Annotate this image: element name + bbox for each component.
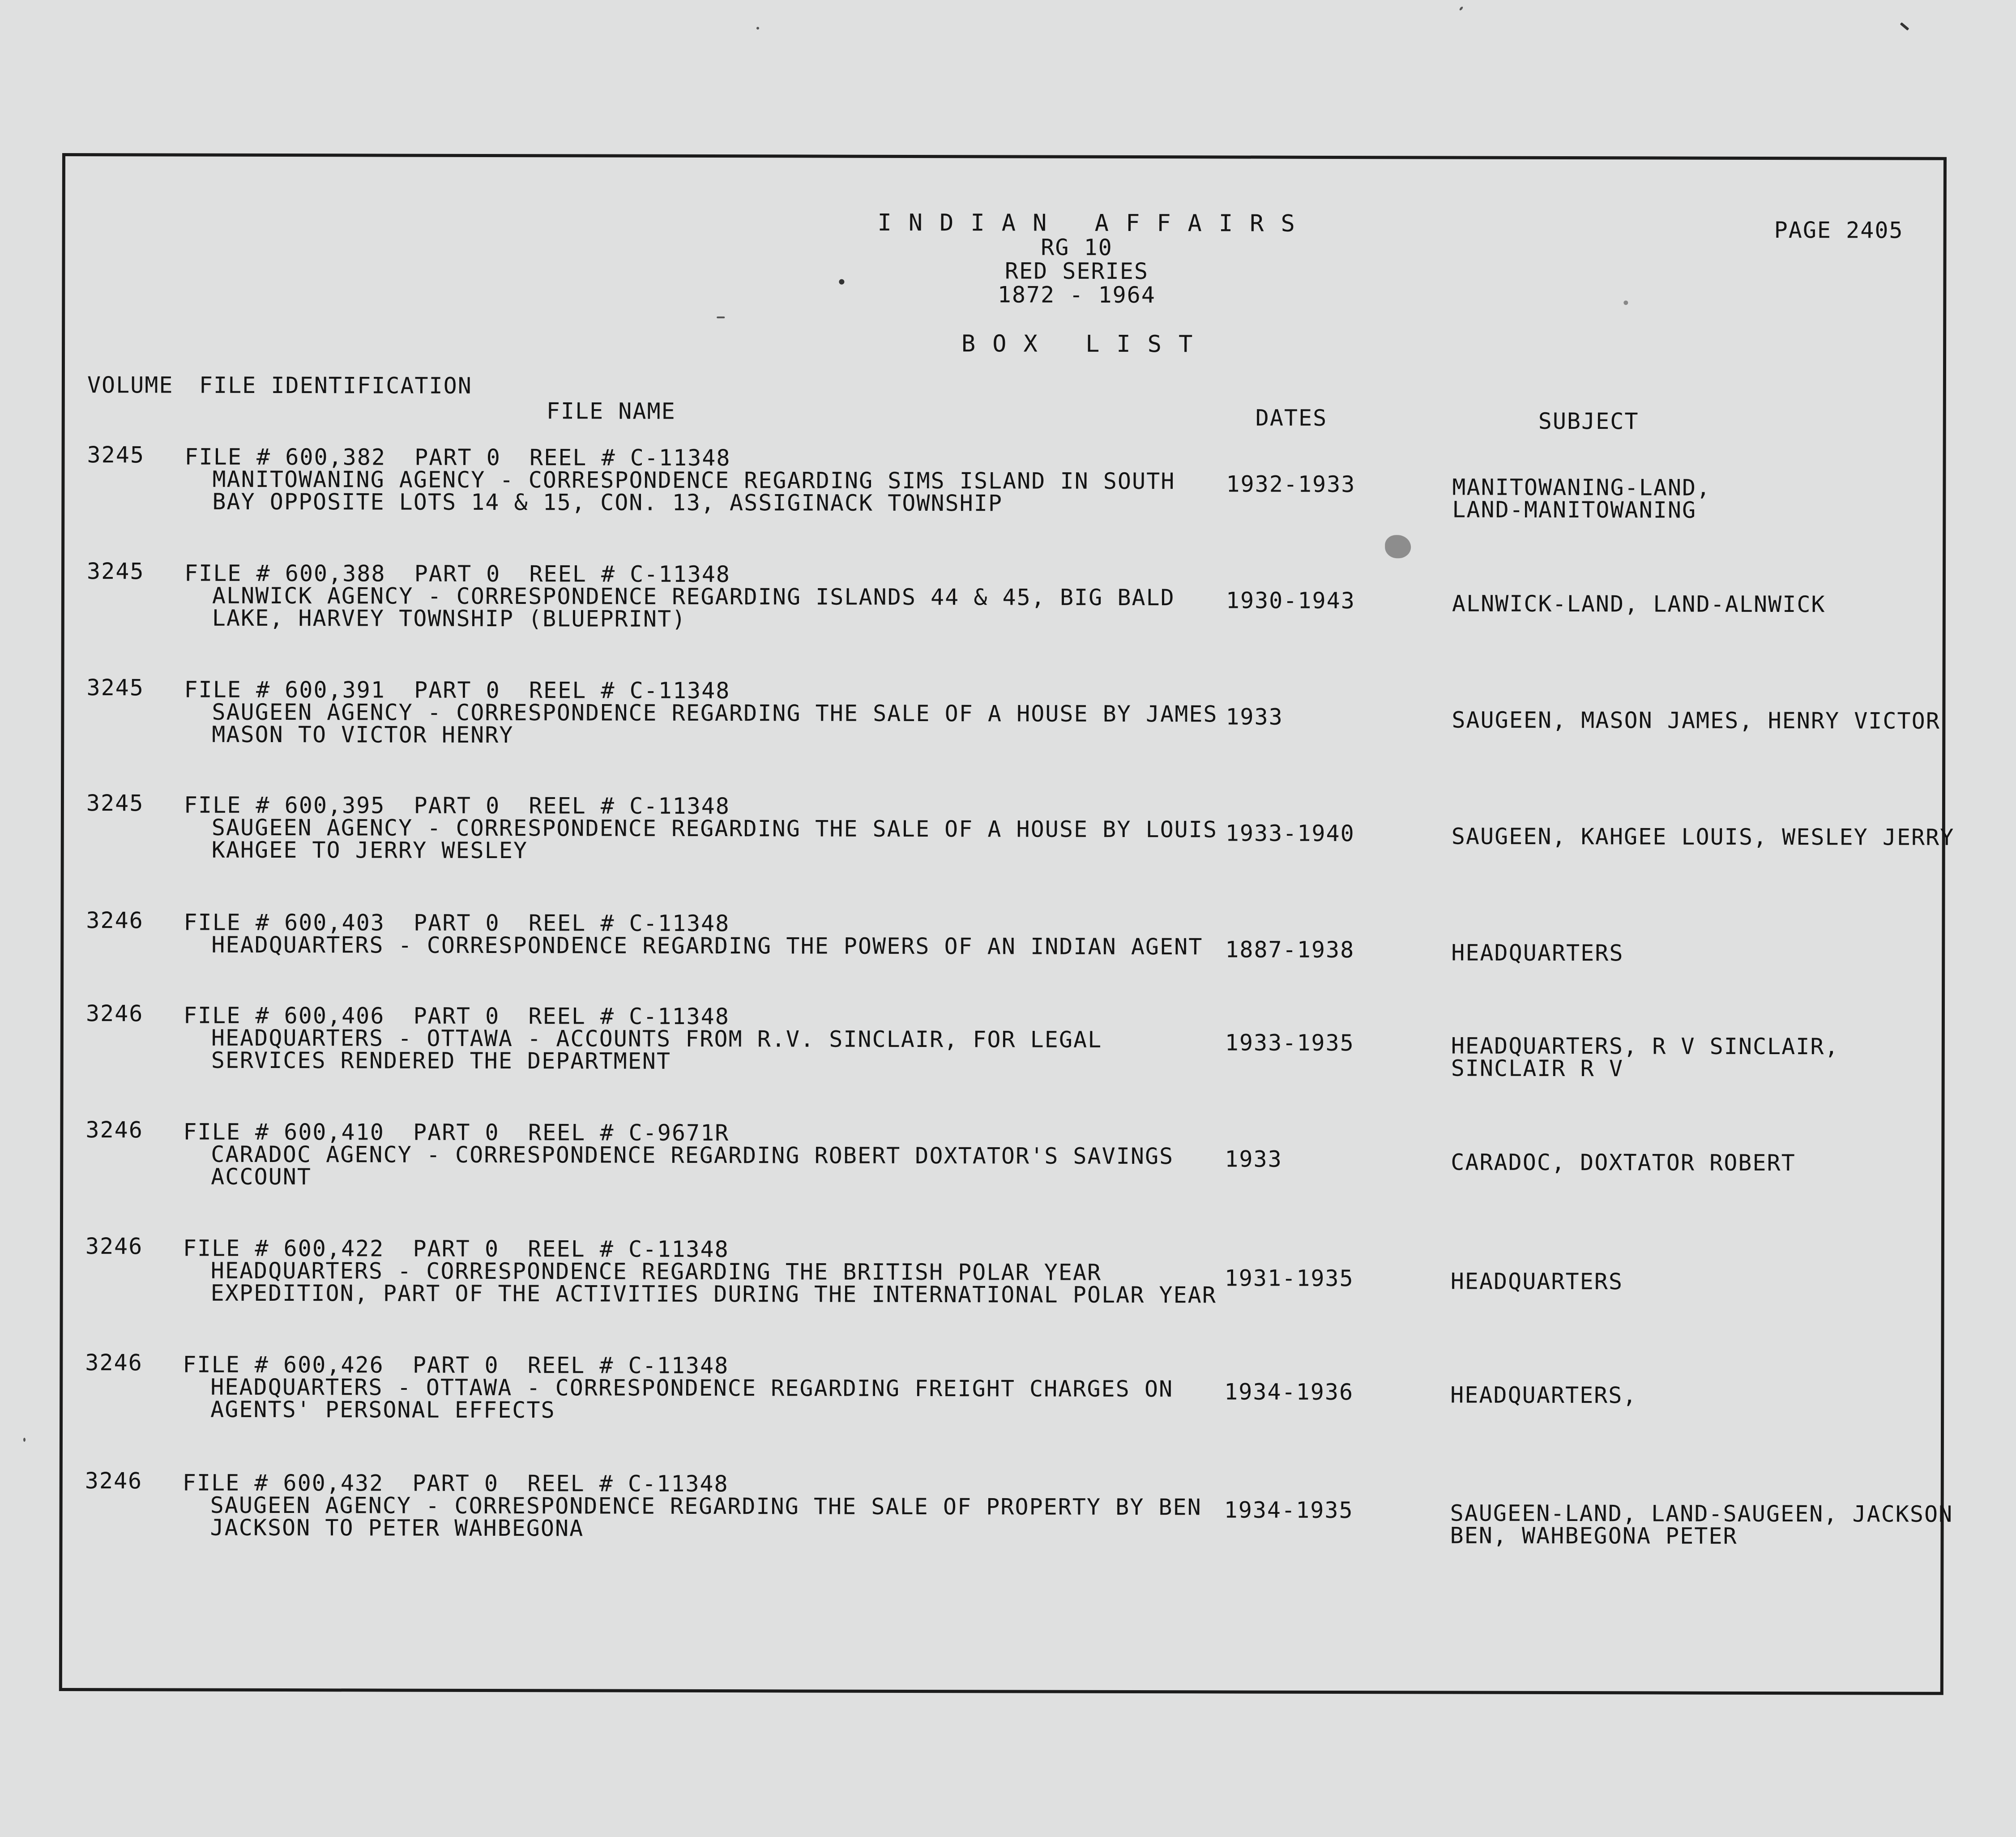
entry-name-line: EXPEDITION, PART OF THE ACTIVITIES DURING THE INTERNATIONAL POLAR YEAR: [210, 1280, 1217, 1308]
entry-dates: 1933-1940: [1225, 820, 1355, 847]
scan-speck: [717, 316, 725, 318]
column-file-identification: FILE IDENTIFICATION: [199, 372, 472, 399]
column-dates: DATES: [1255, 405, 1328, 431]
entry-subject-line: HEADQUARTERS, R V SINCLAIR,: [1451, 1033, 1839, 1060]
entry-dates: 1934-1936: [1224, 1379, 1354, 1406]
entry-subject-line: SAUGEEN, MASON JAMES, HENRY VICTOR: [1452, 707, 1940, 734]
scan-speck: [839, 279, 844, 285]
entry-name-line: JACKSON TO PETER WAHBEGONA: [210, 1514, 584, 1542]
header-years: 1872 - 1964: [997, 282, 1156, 308]
entry-subject-line: CARADOC, DOXTATOR ROBERT: [1451, 1149, 1796, 1176]
entry-dates: 1933-1935: [1225, 1030, 1354, 1056]
entry-volume: 3245: [86, 558, 145, 585]
document-page: [59, 153, 1955, 1695]
column-volume: VOLUME: [87, 372, 174, 398]
header-series: RED SERIES: [1004, 258, 1149, 285]
header-record-group: RG 10: [1041, 234, 1113, 261]
entry-file-id: FILE # 600,382 PART 0 REEL # C-11348: [184, 444, 731, 471]
entry-file-id: FILE # 600,403 PART 0 REEL # C-11348: [184, 909, 730, 937]
entry-name-line: ALNWICK AGENCY - CORRESPONDENCE REGARDING ISLANDS 44 & 45, BIG BALD: [212, 582, 1175, 611]
entry-name-line: MANITOWANING AGENCY - CORRESPONDENCE REGARDING SIMS ISLAND IN SOUTH: [212, 466, 1175, 495]
entry-dates: 1930-1943: [1226, 587, 1355, 614]
column-file-name: FILE NAME: [546, 398, 676, 424]
scan-speck: [23, 1438, 26, 1442]
header-list-type: BOX LIST: [961, 330, 1210, 358]
entry-file-id: FILE # 600,426 PART 0 REEL # C-11348: [183, 1351, 729, 1379]
entry-volume: 3246: [85, 1233, 143, 1260]
entry-name-line: HEADQUARTERS - CORRESPONDENCE REGARDING THE POWERS OF AN INDIAN AGENT: [211, 931, 1203, 960]
entry-volume: 3246: [85, 1000, 144, 1027]
entry-dates: 1933: [1225, 1146, 1282, 1172]
entry-subject-line: HEADQUARTERS,: [1450, 1382, 1637, 1409]
page-number: PAGE 2405: [1774, 217, 1904, 244]
header-agency: INDIAN AFFAIRS: [877, 209, 1312, 237]
entry-name-line: SAUGEEN AGENCY - CORRESPONDENCE REGARDING THE SALE OF A HOUSE BY JAMES: [212, 699, 1218, 727]
entry-dates: 1887-1938: [1225, 936, 1355, 963]
scan-speck: [1623, 300, 1628, 305]
entry-dates: 1934-1935: [1224, 1497, 1354, 1524]
entry-name-line: CARADOC AGENCY - CORRESPONDENCE REGARDING ROBERT DOXTATOR'S SAVINGS: [211, 1141, 1174, 1170]
column-subject: SUBJECT: [1538, 408, 1639, 435]
entry-volume: 3246: [85, 1117, 143, 1143]
entry-dates: 1933: [1226, 704, 1283, 730]
entry-name-line: LAKE, HARVEY TOWNSHIP (BLUEPRINT): [212, 605, 687, 632]
entry-volume: 3246: [85, 1468, 143, 1494]
entry-volume: 3245: [86, 675, 144, 701]
entry-file-id: FILE # 600,406 PART 0 REEL # C-11348: [183, 1002, 730, 1030]
entry-name-line: HEADQUARTERS - OTTAWA - ACCOUNTS FROM R.V. SINCLAIR, FOR LEGAL: [211, 1025, 1102, 1053]
entry-volume: 3246: [85, 1350, 143, 1376]
entry-dates: 1932-1933: [1226, 471, 1356, 498]
entry-file-id: FILE # 600,391 PART 0 REEL # C-11348: [184, 676, 730, 704]
entry-dates: 1931-1935: [1224, 1265, 1354, 1292]
entry-file-id: FILE # 600,410 PART 0 REEL # C-9671R: [183, 1119, 730, 1146]
entry-name-line: SAUGEEN AGENCY - CORRESPONDENCE REGARDING THE SALE OF A HOUSE BY LOUIS: [211, 814, 1218, 843]
entry-subject-line: HEADQUARTERS: [1451, 940, 1624, 966]
ink-blot: [1385, 535, 1411, 558]
entry-subject-line: LAND-MANITOWANING: [1452, 496, 1697, 523]
entry-name-line: HEADQUARTERS - OTTAWA - CORRESPONDENCE REGARDING FREIGHT CHARGES ON: [210, 1374, 1174, 1402]
entry-volume: 3245: [86, 790, 144, 816]
entry-volume: 3246: [86, 907, 144, 934]
entry-subject-line: SAUGEEN-LAND, LAND-SAUGEEN, JACKSON: [1450, 1500, 1953, 1527]
entry-name-line: SAUGEEN AGENCY - CORRESPONDENCE REGARDING THE SALE OF PROPERTY BY BEN: [210, 1492, 1202, 1521]
entry-name-line: KAHGEE TO JERRY WESLEY: [211, 837, 528, 864]
entry-volume: 3245: [87, 442, 145, 468]
entry-name-line: ACCOUNT: [211, 1163, 312, 1190]
entry-name-line: MASON TO VICTOR HENRY: [212, 721, 514, 748]
entry-subject-line: ALNWICK-LAND, LAND-ALNWICK: [1452, 590, 1826, 618]
scan-speck: [756, 27, 759, 30]
entry-file-id: FILE # 600,422 PART 0 REEL # C-11348: [183, 1235, 729, 1263]
entry-file-id: FILE # 600,432 PART 0 REEL # C-11348: [182, 1470, 729, 1497]
entry-subject-line: SAUGEEN, KAHGEE LOUIS, WESLEY JERRY: [1451, 823, 1955, 850]
entry-file-id: FILE # 600,395 PART 0 REEL # C-11348: [184, 792, 730, 820]
entry-name-line: HEADQUARTERS - CORRESPONDENCE REGARDING THE BRITISH POLAR YEAR: [210, 1257, 1102, 1286]
entry-subject-line: HEADQUARTERS: [1450, 1268, 1623, 1295]
entry-subject-line: SINCLAIR R V: [1451, 1055, 1624, 1082]
entry-file-id: FILE # 600,388 PART 0 REEL # C-11348: [184, 560, 730, 588]
entry-name-line: AGENTS' PERSONAL EFFECTS: [210, 1396, 555, 1423]
scan-speck: [1459, 6, 1463, 11]
entry-subject-line: BEN, WAHBEGONA PETER: [1450, 1522, 1738, 1549]
scan-speck: [1900, 22, 1909, 31]
entry-name-line: BAY OPPOSITE LOTS 14 & 15, CON. 13, ASSIGINACK TOWNSHIP: [212, 488, 1003, 517]
entry-subject-line: MANITOWANING-LAND,: [1452, 474, 1711, 501]
entry-name-line: SERVICES RENDERED THE DEPARTMENT: [211, 1047, 671, 1074]
